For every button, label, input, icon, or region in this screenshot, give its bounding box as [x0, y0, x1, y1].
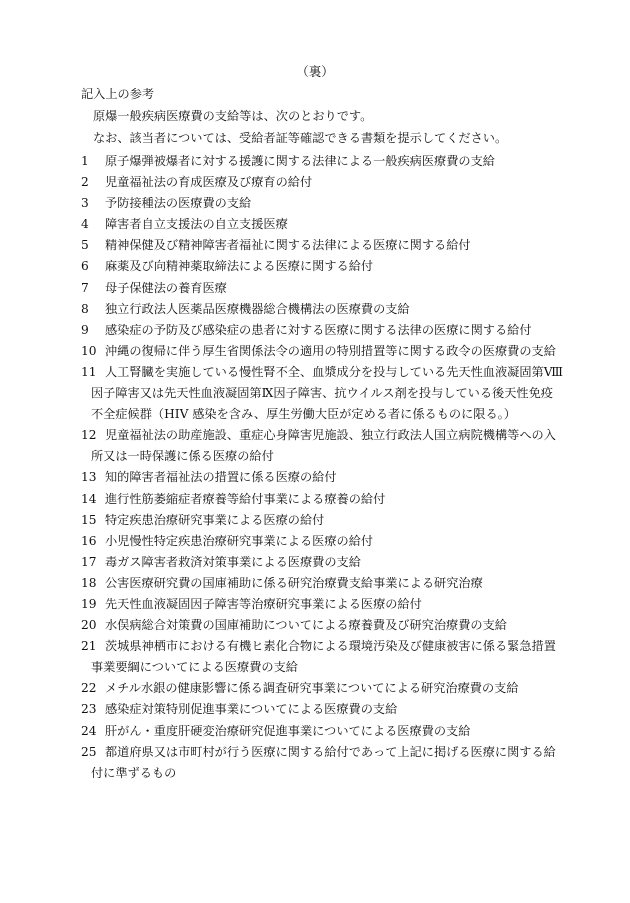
list-item-text: 先天性血液凝固因子障害等治療研究事業による医療の給付: [105, 596, 422, 611]
list-item-text: 所又は一時保護に係る医療の給付: [91, 449, 274, 464]
list-item: [81, 531, 573, 552]
list-item-number: 5: [81, 238, 89, 253]
list-item: [81, 467, 573, 488]
list-item: [81, 636, 573, 678]
list-item-number: 13: [81, 470, 97, 485]
list-item-text: 茨城県神栖市における有機ヒ素化合物による環境汚染及び健康被害に係る緊急措置: [105, 639, 556, 654]
list-item: [81, 172, 573, 193]
list-item: [81, 510, 573, 531]
list-item-text: 水俣病総合対策費の国庫補助についてによる療養費及び研究治療費の支給: [105, 618, 507, 633]
list-item-number: 9: [81, 322, 89, 337]
list-item-number: 18: [81, 575, 97, 590]
list-item: [81, 256, 573, 277]
list-item-number: 22: [81, 681, 97, 696]
list-item-text: 精神保健及び精神障害者福祉に関する法律による医療に関する給付: [105, 238, 471, 253]
list-item-text: 不全症候群（HIV 感染を含み、厚生労働大臣が定める者に係るものに限る。）: [91, 407, 516, 422]
list-item-number: 11: [81, 364, 97, 379]
list-item: [81, 425, 573, 467]
page-title: （裏）: [296, 64, 334, 79]
list-item-number: 6: [81, 259, 89, 274]
list-item: [81, 489, 573, 510]
list-item: [81, 278, 573, 299]
list-item-number: 16: [81, 533, 97, 548]
list-item: [81, 362, 573, 425]
list-item-text: 独立行政法人医薬品医療機器総合機構法の医療費の支給: [105, 301, 410, 316]
list-item: [81, 151, 573, 172]
list-item-number: 8: [81, 301, 89, 316]
list-item-text: 付に準ずるもの: [91, 765, 177, 780]
list-item-number: 17: [81, 554, 97, 569]
list-item-text: 児童福祉法の助産施設、重症心身障害児施設、独立行政法人国立病院機構等への入: [105, 428, 556, 443]
list-item-text: 都道府県又は市町村が行う医療に関する給付であって上記に掲げる医療に関する給: [105, 744, 556, 759]
list-item-text: メチル水銀の健康影響に係る調査研究事業についてによる研究治療費の支給: [105, 681, 519, 696]
list-item-text: 知的障害者福祉法の措置に係る医療の給付: [105, 470, 337, 485]
list-item-text: 肝がん・重度肝硬変治療研究促進事業についてによる医療費の支給: [105, 723, 471, 738]
list-item: [81, 699, 573, 720]
section-heading: 記入上の参考: [81, 87, 155, 101]
list-item-number: 1: [81, 154, 89, 168]
list-item-text: 進行性筋萎縮症者療養等給付事業による療養の給付: [105, 491, 386, 506]
list-item-number: 23: [81, 702, 97, 717]
list-item-text: 沖縄の復帰に伴う厚生省関係法令の適用の特別措置等に関する政令の医療費の支給: [105, 343, 556, 358]
list-item-text: 毒ガス障害者救済対策事業による医療費の支給: [105, 554, 361, 569]
list-item-number: 21: [81, 639, 97, 654]
list-item-text: 母子保健法の養育医療: [105, 280, 227, 295]
list-item-text: 特定疾患治療研究事業による医療の給付: [105, 512, 325, 527]
list-item-text: 感染症対策特別促進事業についてによる医療費の支給: [105, 702, 398, 717]
intro-line-2: なお、該当者については、受給者証等確認できる書類を提示してください。: [93, 131, 508, 145]
list-item-text: 児童福祉法の育成医療及び療育の給付: [105, 175, 313, 190]
list-item-number: 3: [81, 196, 89, 211]
intro-line-1: 原爆一般疾病医療費の支給等は、次のとおりです。: [93, 109, 373, 123]
list-item-text: 原子爆弾被爆者に対する援護に関する法律による一般疾病医療費の支給: [105, 154, 495, 168]
list-item-text: 予防接種法の医療費の支給: [105, 196, 252, 211]
list-item: [81, 320, 573, 341]
list-item-number: 24: [81, 723, 97, 738]
benefit-list: [81, 151, 573, 784]
list-item-number: 19: [81, 596, 97, 611]
list-item: [81, 193, 573, 214]
list-item-number: 4: [81, 217, 89, 232]
list-item-text: 小児慢性特定疾患治療研究事業による医療の給付: [105, 533, 374, 548]
list-item: [81, 742, 573, 784]
list-item-number: 15: [81, 512, 97, 527]
list-item: [81, 341, 573, 362]
list-item: [81, 299, 573, 320]
list-item: [81, 214, 573, 235]
list-item-text: 事業要綱についてによる医療費の支給: [91, 660, 298, 675]
list-item-number: 12: [81, 428, 97, 443]
list-item-text: 因子障害又は先天性血液凝固第Ⅸ因子障害、抗ウイルス剤を投与している後天性免疫: [91, 386, 553, 401]
list-item: [81, 615, 573, 636]
list-item-text: 障害者自立支援法の自立支援医療: [105, 217, 288, 232]
list-item: [81, 573, 573, 594]
list-item: [81, 235, 573, 256]
list-item: [81, 721, 573, 742]
list-item-number: 10: [81, 343, 97, 358]
list-item-number: 20: [81, 618, 97, 633]
list-item: [81, 594, 573, 615]
list-item-text: 感染症の予防及び感染症の患者に対する医療に関する法律の医療に関する給付: [105, 322, 532, 337]
list-item-number: 14: [81, 491, 97, 506]
list-item-text: 麻薬及び向精神薬取締法による医療に関する給付: [105, 259, 374, 274]
list-item-text: 人工腎臓を実施している慢性腎不全、血漿成分を投与している先天性血液凝固第Ⅷ: [105, 364, 563, 379]
list-item-number: 25: [81, 744, 97, 759]
list-item: [81, 552, 573, 573]
list-item-number: 7: [81, 280, 89, 295]
list-item: [81, 678, 573, 699]
list-item-number: 2: [81, 175, 89, 190]
list-item-text: 公害医療研究費の国庫補助に係る研究治療費支給事業による研究治療: [105, 575, 483, 590]
